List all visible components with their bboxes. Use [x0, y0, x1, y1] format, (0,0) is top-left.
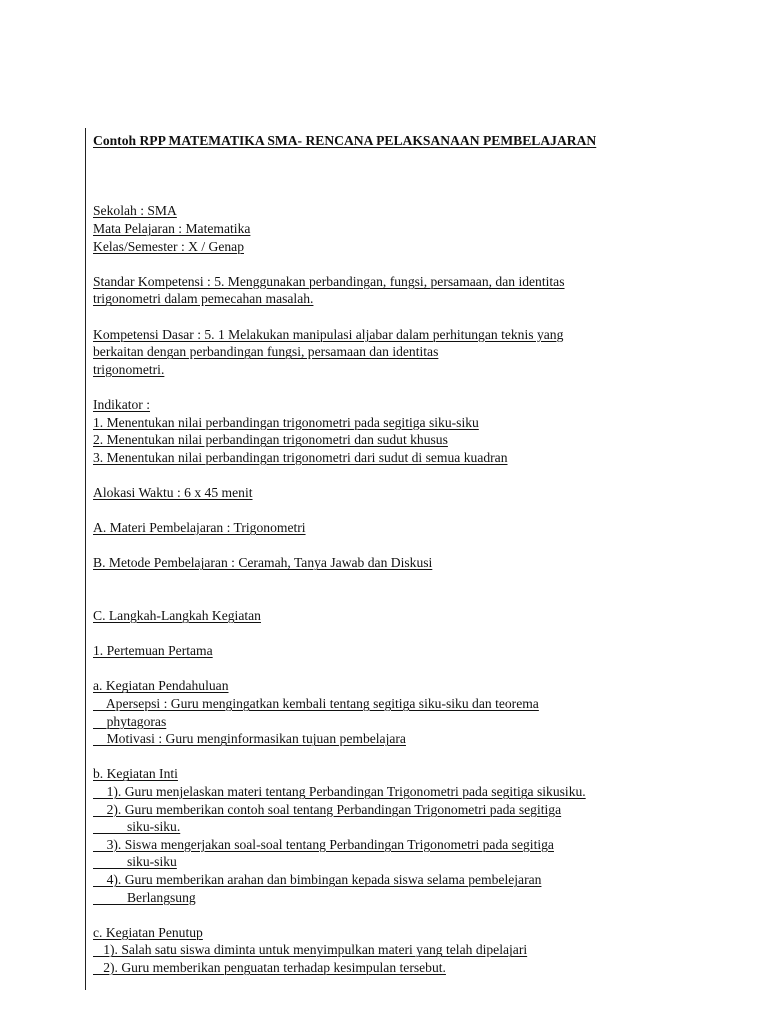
school-line: Sekolah : SMA [93, 203, 177, 219]
core-activity-line: 3). Siswa mengerjakan soal-soal tentang Perbandingan Trigonometri pada segitiga [93, 836, 554, 852]
method-line: B. Metode Pembelajaran : Ceramah, Tanya Jawab dan Diskusi [93, 555, 433, 571]
opening-activity-line: Apersepsi : Guru mengingatkan kembali tentang segitiga siku-siku dan teorema [93, 696, 539, 711]
time-allocation-line: Alokasi Waktu : 6 x 45 menit [93, 484, 253, 500]
opening-activity-line: phytagoras [93, 713, 167, 729]
core-activity-line: 2). Guru memberikan contoh soal tentang Perbandingan Trigonometri pada segitiga [93, 801, 562, 817]
standard-competence-line-1: Standar Kompetensi : 5. Menggunakan perbandingan, fungsi, persamaan, dan identitas [93, 273, 565, 289]
core-activity-line: siku-siku. [93, 819, 181, 835]
document-title: Contoh RPP MATEMATIKA SMA- RENCANA PELAKSANAAN PEMBELAJARAN [93, 133, 597, 148]
opening-activity-line: Motivasi : Guru menginformasikan tujuan pembelajara [93, 731, 406, 747]
standard-competence-line-2: trigonometri dalam pemecahan masalah. [93, 291, 314, 307]
left-margin-rule [85, 128, 86, 990]
core-activity-line: 1). Guru menjelaskan materi tentang Perbandingan Trigonometri pada segitiga sikusiku. [93, 783, 586, 799]
core-activity-line: 4). Guru memberikan arahan dan bimbingan kepada siswa selama pembelejaran [93, 871, 542, 887]
steps-heading: C. Langkah-Langkah Kegiatan [93, 608, 261, 624]
indicator-item: 2. Menentukan nilai perbandingan trigonometri dan sudut khusus [93, 432, 448, 448]
basic-competence-line-2: berkaitan dengan perbandingan fungsi, persamaan dan identitas [93, 344, 439, 360]
opening-activity-heading: a. Kegiatan Pendahuluan [93, 678, 229, 694]
document-body [93, 132, 733, 977]
material-line: A. Materi Pembelajaran : Trigonometri [93, 520, 306, 536]
core-activity-line: Berlangsung [93, 889, 196, 905]
core-activity-heading: b. Kegiatan Inti [93, 766, 178, 782]
closing-activity-line: 1). Salah satu siswa diminta untuk menyimpulkan materi yang telah dipelajari [93, 942, 528, 958]
meeting-heading: 1. Pertemuan Pertama [93, 643, 213, 659]
closing-activity-heading: c. Kegiatan Penutup [93, 924, 203, 940]
class-semester-line: Kelas/Semester : X / Genap [93, 238, 244, 254]
closing-activity-line: 2). Guru memberikan penguatan terhadap kesimpulan tersebut. [93, 959, 446, 975]
indicator-item: 3. Menentukan nilai perbandingan trigonometri dari sudut di semua kuadran [93, 449, 508, 465]
basic-competence-line-3: trigonometri. [93, 361, 165, 377]
indicator-item: 1. Menentukan nilai perbandingan trigonometri pada segitiga siku-siku [93, 414, 479, 430]
indicator-heading: Indikator : [93, 396, 151, 412]
basic-competence-line-1: Kompetensi Dasar : 5. 1 Melakukan manipulasi aljabar dalam perhitungan teknis yang [93, 326, 564, 342]
core-activity-line: siku-siku [93, 854, 177, 870]
subject-line: Mata Pelajaran : Matematika [93, 220, 251, 236]
